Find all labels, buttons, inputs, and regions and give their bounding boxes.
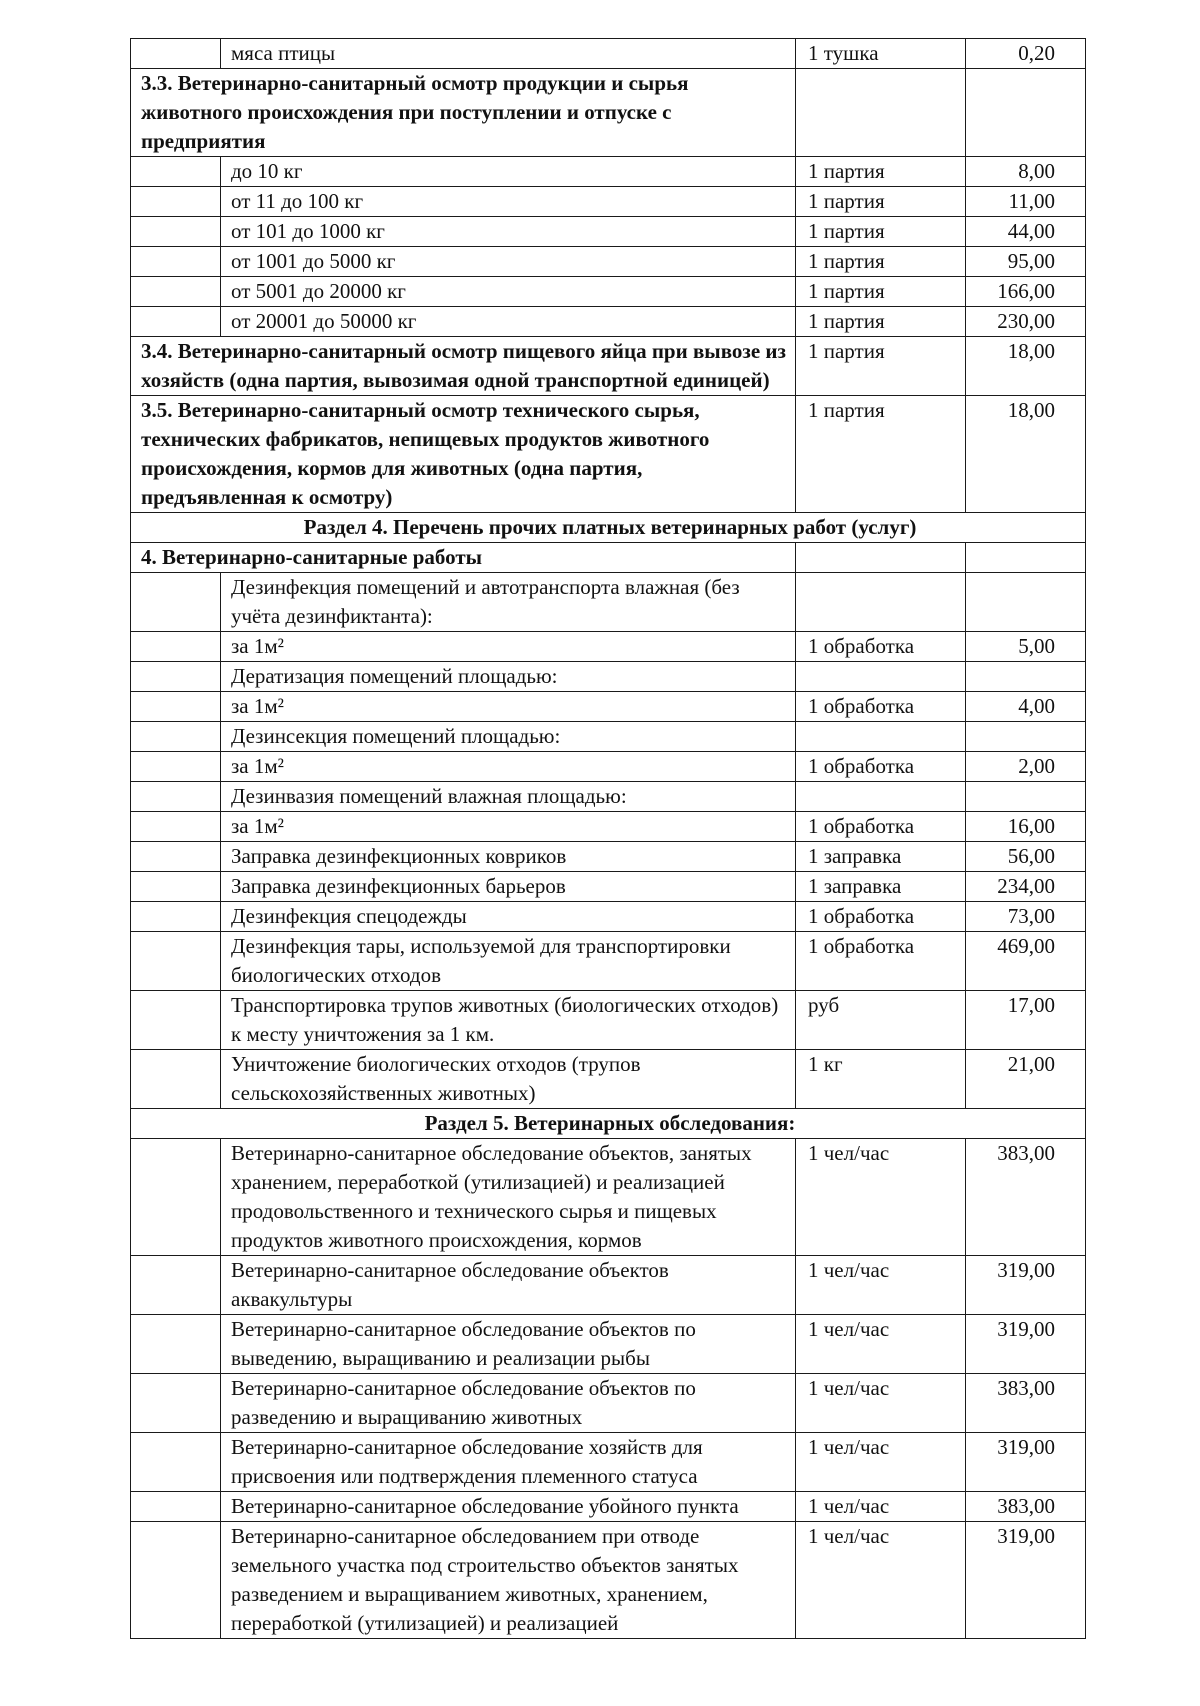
price-cell — [966, 722, 1086, 752]
table-row — [131, 632, 1086, 662]
table-row — [131, 1374, 1086, 1433]
item-name: Ветеринарно-санитарное обследование объектов аквакультуры — [221, 1256, 796, 1315]
blank-cell — [131, 1050, 221, 1109]
unit-cell: 1 обработка — [796, 752, 966, 782]
table-row — [131, 782, 1086, 812]
section-header-row — [131, 1109, 1086, 1139]
blank-cell — [131, 247, 221, 277]
item-name: Дератизация помещений площадью: — [221, 662, 796, 692]
blank-cell — [131, 902, 221, 932]
price-cell: 8,00 — [966, 157, 1086, 187]
table-row — [131, 39, 1086, 69]
price-cell: 18,00 — [966, 337, 1086, 396]
unit-cell: 1 чел/час — [796, 1522, 966, 1639]
unit-cell: 1 чел/час — [796, 1315, 966, 1374]
table-row — [131, 217, 1086, 247]
unit-cell: 1 партия — [796, 187, 966, 217]
blank-cell — [131, 812, 221, 842]
table-row — [131, 573, 1086, 632]
blank-cell — [131, 39, 221, 69]
blank-cell — [131, 217, 221, 247]
unit-cell: 1 чел/час — [796, 1492, 966, 1522]
blank-cell — [131, 1433, 221, 1492]
item-name: Заправка дезинфекционных ковриков — [221, 842, 796, 872]
price-cell: 21,00 — [966, 1050, 1086, 1109]
item-name: Ветеринарно-санитарное обследование объектов, занятых хранением, переработкой (утилизацией) и реализацией продовольственного и технического сырья и пищевых продуктов животного происхождения, кормов — [221, 1139, 796, 1256]
unit-cell: 1 заправка — [796, 842, 966, 872]
unit-cell: руб — [796, 991, 966, 1050]
item-name: Заправка дезинфекционных барьеров — [221, 872, 796, 902]
price-cell: 230,00 — [966, 307, 1086, 337]
table-row — [131, 692, 1086, 722]
blank-cell — [131, 187, 221, 217]
table-row — [131, 991, 1086, 1050]
group-name: 4. Ветеринарно-санитарные работы — [131, 543, 796, 573]
unit-cell: 1 обработка — [796, 902, 966, 932]
price-cell: 319,00 — [966, 1315, 1086, 1374]
item-name: от 5001 до 20000 кг — [221, 277, 796, 307]
table-row — [131, 1315, 1086, 1374]
table-row — [131, 902, 1086, 932]
item-name: за 1м² — [221, 632, 796, 662]
item-name: за 1м² — [221, 692, 796, 722]
price-cell — [966, 782, 1086, 812]
item-name: от 101 до 1000 кг — [221, 217, 796, 247]
price-cell: 383,00 — [966, 1492, 1086, 1522]
blank-cell — [131, 722, 221, 752]
section-title: Раздел 5. Ветеринарных обследования: — [131, 1109, 1086, 1139]
group-row — [131, 396, 1086, 513]
blank-cell — [131, 752, 221, 782]
group-row — [131, 543, 1086, 573]
table-row — [131, 1256, 1086, 1315]
blank-cell — [131, 307, 221, 337]
price-cell: 16,00 — [966, 812, 1086, 842]
price-cell: 56,00 — [966, 842, 1086, 872]
unit-cell: 1 партия — [796, 396, 966, 513]
item-name: Ветеринарно-санитарное обследованием при отводе земельного участка под строительство объектов занятых разведением и выращиванием животных, хранением, переработкой (утилизацией) и реализацией — [221, 1522, 796, 1639]
item-name: Ветеринарно-санитарное обследование объектов по выведению, выращиванию и реализации рыбы — [221, 1315, 796, 1374]
table-row — [131, 1050, 1086, 1109]
table-row — [131, 932, 1086, 991]
price-cell: 469,00 — [966, 932, 1086, 991]
price-cell: 2,00 — [966, 752, 1086, 782]
price-cell: 73,00 — [966, 902, 1086, 932]
price-cell: 383,00 — [966, 1374, 1086, 1433]
unit-cell: 1 партия — [796, 247, 966, 277]
item-name: от 20001 до 50000 кг — [221, 307, 796, 337]
blank-cell — [131, 782, 221, 812]
group-row — [131, 69, 1086, 157]
item-name: до 10 кг — [221, 157, 796, 187]
item-name: Дезинсекция помещений площадью: — [221, 722, 796, 752]
blank-cell — [131, 932, 221, 991]
item-name: Дезинвазия помещений влажная площадью: — [221, 782, 796, 812]
table-row — [131, 1433, 1086, 1492]
price-cell: 166,00 — [966, 277, 1086, 307]
price-cell — [966, 543, 1086, 573]
item-name: Дезинфекция помещений и автотранспорта влажная (без учёта дезинфиктанта): — [221, 573, 796, 632]
price-cell: 234,00 — [966, 872, 1086, 902]
price-cell: 0,20 — [966, 39, 1086, 69]
price-cell: 17,00 — [966, 991, 1086, 1050]
price-cell: 5,00 — [966, 632, 1086, 662]
unit-cell: 1 партия — [796, 277, 966, 307]
table-row — [131, 872, 1086, 902]
price-cell: 383,00 — [966, 1139, 1086, 1256]
item-name: Ветеринарно-санитарное обследование хозяйств для присвоения или подтверждения племенного статуса — [221, 1433, 796, 1492]
unit-cell: 1 партия — [796, 307, 966, 337]
unit-cell: 1 чел/час — [796, 1374, 966, 1433]
table-row — [131, 1492, 1086, 1522]
item-name: за 1м² — [221, 752, 796, 782]
blank-cell — [131, 157, 221, 187]
price-cell — [966, 69, 1086, 157]
unit-cell: 1 чел/час — [796, 1433, 966, 1492]
blank-cell — [131, 277, 221, 307]
unit-cell — [796, 543, 966, 573]
price-cell: 319,00 — [966, 1433, 1086, 1492]
unit-cell: 1 партия — [796, 157, 966, 187]
unit-cell: 1 обработка — [796, 632, 966, 662]
group-name: 3.4. Ветеринарно-санитарный осмотр пищевого яйца при вывозе из хозяйств (одна партия, вывозимая одной транспортной единицей) — [131, 337, 796, 396]
table-row — [131, 277, 1086, 307]
item-name: от 11 до 100 кг — [221, 187, 796, 217]
blank-cell — [131, 1374, 221, 1433]
unit-cell: 1 кг — [796, 1050, 966, 1109]
section-title: Раздел 4. Перечень прочих платных ветеринарных работ (услуг) — [131, 513, 1086, 543]
unit-cell: 1 партия — [796, 217, 966, 247]
price-table — [130, 38, 1086, 1639]
unit-cell: 1 партия — [796, 337, 966, 396]
group-row — [131, 337, 1086, 396]
unit-cell: 1 заправка — [796, 872, 966, 902]
table-row — [131, 662, 1086, 692]
blank-cell — [131, 692, 221, 722]
item-name: Дезинфекция тары, используемой для транспортировки биологических отходов — [221, 932, 796, 991]
item-name: Ветеринарно-санитарное обследование объектов по разведению и выращиванию животных — [221, 1374, 796, 1433]
table-row — [131, 842, 1086, 872]
blank-cell — [131, 842, 221, 872]
blank-cell — [131, 632, 221, 662]
unit-cell: 1 обработка — [796, 692, 966, 722]
group-name: 3.5. Ветеринарно-санитарный осмотр технического сырья, технических фабрикатов, непищевых продуктов животного происхождения, кормов для животных (одна партия, предъявленная к осмотру) — [131, 396, 796, 513]
item-name: Уничтожение биологических отходов (трупов сельскохозяйственных животных) — [221, 1050, 796, 1109]
table-row — [131, 1139, 1086, 1256]
section-header-row — [131, 513, 1086, 543]
price-cell: 319,00 — [966, 1256, 1086, 1315]
blank-cell — [131, 1315, 221, 1374]
table-row — [131, 1522, 1086, 1639]
blank-cell — [131, 573, 221, 632]
blank-cell — [131, 1492, 221, 1522]
table-row — [131, 157, 1086, 187]
unit-cell: 1 обработка — [796, 932, 966, 991]
item-name: мяса птицы — [221, 39, 796, 69]
unit-cell: 1 чел/час — [796, 1256, 966, 1315]
unit-cell: 1 обработка — [796, 812, 966, 842]
price-cell: 319,00 — [966, 1522, 1086, 1639]
blank-cell — [131, 1256, 221, 1315]
item-name: за 1м² — [221, 812, 796, 842]
table-row — [131, 187, 1086, 217]
price-cell: 4,00 — [966, 692, 1086, 722]
table-row — [131, 722, 1086, 752]
unit-cell — [796, 69, 966, 157]
price-cell: 11,00 — [966, 187, 1086, 217]
blank-cell — [131, 991, 221, 1050]
table-row — [131, 812, 1086, 842]
unit-cell: 1 тушка — [796, 39, 966, 69]
price-cell: 44,00 — [966, 217, 1086, 247]
price-cell: 18,00 — [966, 396, 1086, 513]
unit-cell: 1 чел/час — [796, 1139, 966, 1256]
price-cell — [966, 662, 1086, 692]
blank-cell — [131, 872, 221, 902]
table-row — [131, 247, 1086, 277]
unit-cell — [796, 662, 966, 692]
item-name: Ветеринарно-санитарное обследование убойного пункта — [221, 1492, 796, 1522]
unit-cell — [796, 573, 966, 632]
item-name: Транспортировка трупов животных (биологических отходов) к месту уничтожения за 1 км. — [221, 991, 796, 1050]
blank-cell — [131, 1139, 221, 1256]
blank-cell — [131, 1522, 221, 1639]
item-name: от 1001 до 5000 кг — [221, 247, 796, 277]
table-row — [131, 752, 1086, 782]
table-row — [131, 307, 1086, 337]
blank-cell — [131, 662, 221, 692]
unit-cell — [796, 722, 966, 752]
item-name: Дезинфекция спецодежды — [221, 902, 796, 932]
price-cell: 95,00 — [966, 247, 1086, 277]
unit-cell — [796, 782, 966, 812]
price-cell — [966, 573, 1086, 632]
group-name: 3.3. Ветеринарно-санитарный осмотр продукции и сырья животного происхождения при поступлении и отпуске с предприятия — [131, 69, 796, 157]
